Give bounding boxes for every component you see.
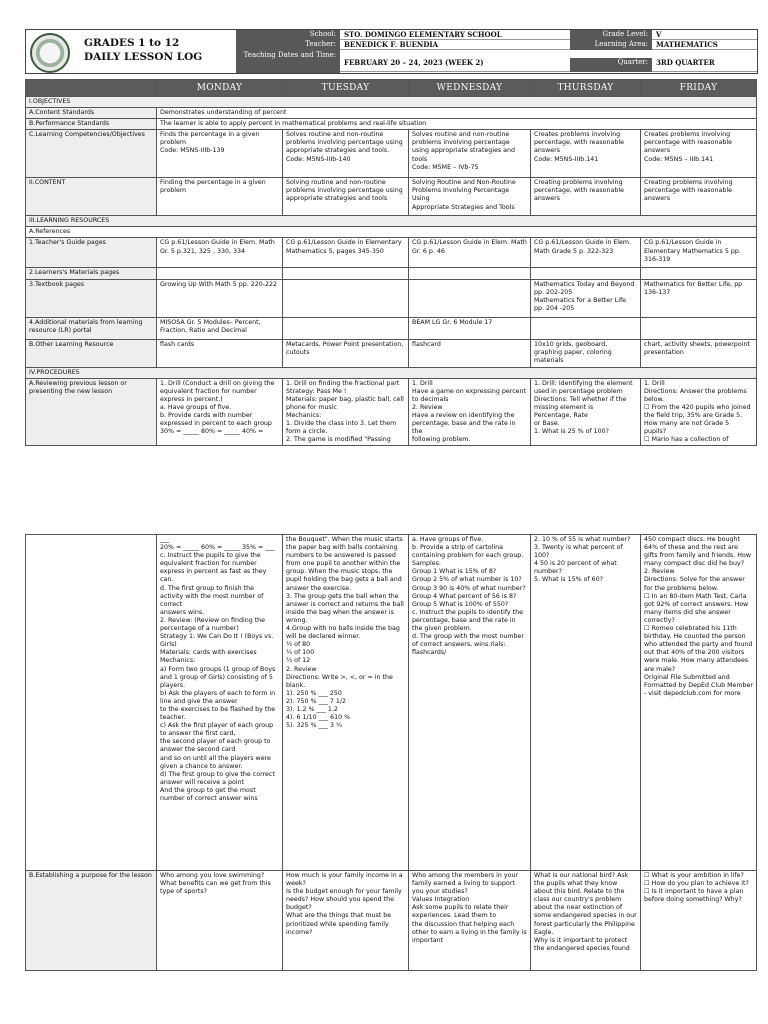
purpose-wednesday: Who among the members in your family earned a living to support you your studies? Values Integration Ask some pupils to relate their experiences. Lead them to the discussion that helping each other to earn a living in the family is important	[409, 871, 531, 971]
other-resources-friday: chart, activity sheets, powerpoint presentation	[641, 339, 757, 367]
other-resources-wednesday: flashcard	[409, 339, 531, 367]
purpose-monday: Who among you love swimming? What benefits can we get from this type of sports?	[157, 871, 283, 971]
purpose-thursday: What is our national bird? Ask the pupils what they know about this bird. Relate to the class our country's problem about the near extinction of some endangered species in our forest particularly the Philippine Eagle. Why is it important to protect the endangered species found	[531, 871, 641, 971]
competency-tuesday: Solves routine and non-routine problems involving percentage using appropriate strategies and tools. Code: M5NS-IIIb-140	[283, 130, 409, 178]
performance-standards-value: The learner is able to apply percent in mathematical problems and real-life situation	[157, 119, 757, 130]
teacher-label: Teacher:	[236, 40, 340, 50]
day-header-tuesday: TUESDAY	[283, 80, 409, 97]
textbook-thursday: Mathematics Today and Beyond pp. 202-205 Mathematics for a Better Life pp. 204 -205	[531, 279, 641, 317]
content-tuesday: Solving routine and non-routine problems involving percentage using appropriate strategies and tools	[283, 178, 409, 216]
teachers-guide-friday: CG p.61/Lesson Guide in Elementary Mathematics 5 pp. 316-319	[641, 238, 757, 268]
resources-heading: III.LEARNING RESOURCES	[26, 216, 757, 227]
review-monday-part1: 1. Drill (Conduct a drill on giving the equivalent fraction for number express in percent.) a. Have groups of five. b. Provide cards with number expressed in percent to each group 30% = _____ 80% = _____ 40% =	[157, 378, 283, 446]
dates-value: FEBRUARY 20 – 24, 2023 (WEEK 2)	[340, 58, 570, 72]
lesson-log-table-page-2	[25, 534, 757, 971]
area-label: Learning Area:	[570, 40, 652, 50]
references-heading: A.References	[26, 227, 757, 238]
quarter-value: 3RD QUARTER	[652, 58, 757, 72]
day-header-monday: MONDAY	[157, 80, 283, 97]
content-friday: Creating problems involving percentage with reasonable answers	[641, 178, 757, 216]
review-friday-part1: 1. Drill Directions: Answer the problems below. ☐ From the 420 pupils who joined the field trip, 35% are Grade 5. How many are not Grade 5 pupils? ☐ Mario has a collection of	[641, 378, 757, 446]
review-tuesday-part2: the Bouquet". When the music starts the paper bag with balls containing numbers to be answered is passed from one pupil to another within the group. When the music stops, the pupil holding the bag gets a ball and answer the exercise. 3. The group gets the ball when the answer is correct and returns the ball inside the bag when the answer is wrong. 4.Group with no balls inside the bag will be declared winner. ½ of 80 ¼ of 100 ⅔ of 12 2. Review Directions: Write >, <, or = in the blank. 1). 250 % ___ 250 2). 750 % ___ 7 1/2 3). 1.2 % ___ 1.2 4). 6 1/10 ___ 610 % 5). 325 % ___ 3 ¼	[283, 535, 409, 871]
lesson-log-table-page-1	[25, 79, 757, 446]
content-wednesday: Solving Routine and Non-Routine Problems Involving Percentage Using Appropriate Strategies and Tools	[409, 178, 531, 216]
learners-materials-friday	[641, 268, 757, 279]
review-thursday-part2: 2. 10 % of 55 is what number? 3. Twenty is what percent of 100? 4 50 is 20 percent of what number? 5. What is 15% of 60?	[531, 535, 641, 871]
textbook-friday: Mathematics for Better Life, pp 136-137	[641, 279, 757, 317]
lr-portal-friday	[641, 317, 757, 339]
competency-thursday: Creates problems involving percentage, with reasonable answers Code: M5NS-IIIb.141	[531, 130, 641, 178]
content-label: II.CONTENT	[26, 178, 157, 216]
title-line-1: GRADES 1 to 12	[84, 37, 180, 49]
content-thursday: Creating problems involving percentage, with reasonable answers	[531, 178, 641, 216]
other-resources-tuesday: Metacards, Power Point presentation, cutouts	[283, 339, 409, 367]
lr-portal-wednesday: BEAM LG Gr. 6 Module 17	[409, 317, 531, 339]
review-wednesday-part1: 1. Drill Have a game on expressing percent to decimals 2. Review Have a review on identifying the percentage, base and the rate in the following problem.	[409, 378, 531, 446]
day-header-blank	[26, 80, 157, 97]
learners-materials-monday	[157, 268, 283, 279]
competencies-label: C.Learning Competencies/Objectives	[26, 130, 157, 178]
learners-materials-thursday	[531, 268, 641, 279]
other-resources-monday: flash cards	[157, 339, 283, 367]
school-value: STO. DOMINGO ELEMENTARY SCHOOL	[340, 30, 570, 40]
teacher-value: BENEDICK F. BUENDIA	[340, 40, 570, 50]
content-standards-label: A.Content Standards	[26, 108, 157, 119]
area-value: MATHEMATICS	[652, 40, 757, 50]
teachers-guide-label: 1.Teacher's Guide pages	[26, 238, 157, 268]
competency-monday: Finds the percentage in a given problem Code: M5NS-IIIb-139	[157, 130, 283, 178]
grade-value: V	[652, 30, 757, 40]
teachers-guide-monday: CG p.61/Lesson Guide in Elem. Math Gr. 5 p.321, 325 , 330, 334	[157, 238, 283, 268]
textbook-label: 3.Textbook pages	[26, 279, 157, 317]
lr-portal-thursday	[531, 317, 641, 339]
other-resources-thursday: 10x10 grids, geoboard, graphing paper, coloring materials	[531, 339, 641, 367]
lr-portal-monday: MISOSA Gr. 5 Modules– Percent, Fraction, Ratio and Decimal	[157, 317, 283, 339]
quarter-label: Quarter:	[570, 58, 652, 72]
deped-seal-icon	[30, 33, 70, 73]
purpose-label: B.Establishing a purpose for the lesson	[26, 871, 157, 971]
title-line-2: DAILY LESSON LOG	[84, 51, 203, 63]
lesson-log-header	[25, 29, 758, 74]
day-header-friday: FRIDAY	[641, 80, 757, 97]
dates-label: Teaching Dates and Time:	[236, 50, 340, 73]
header-meta	[236, 30, 757, 73]
objectives-heading: I.OBJECTIVES	[26, 97, 757, 108]
review-label-continued	[26, 535, 157, 871]
textbook-tuesday	[283, 279, 409, 317]
lr-portal-tuesday	[283, 317, 409, 339]
content-standards-value: Demonstrates understanding of percent	[157, 108, 757, 119]
competency-wednesday: Solves routine and non-routine problems involving percentage using appropriate strategies and tools Code: M5ME – IVb-75	[409, 130, 531, 178]
teachers-guide-tuesday: CG p.61/Lesson Guide in Elementary Mathematics 5, pages 345-350	[283, 238, 409, 268]
review-friday-part2: 450 compact discs. He bought 64% of these and the rest are gifts from family and friends. How many compact disc did he buy? 2. Review Directions: Solve for the answer for the problems below. ☐ In an 80-item Math Test, Carla got 92% of correct answers. How many items did she answer correctly? ☐ Romeo celebrated his 11th birthday. He counted the person who attended the party and found out that 40% of the 200 visitors were male. How many attendees are male? Original File Submitted and Formatted by DepEd Club Member - visit depedclub.com for more	[641, 535, 757, 871]
purpose-friday: ☐ What is your ambition in life? ☐ How do you plan to achieve it? ☐ Is it important to have a plan before doing something? Why?	[641, 871, 757, 971]
grade-label: Grade Level:	[570, 30, 652, 40]
review-thursday-part1: 1. Drill: Identifying the element used in percentage problem Directions: Tell whether if the missing element is Percentage, Rate or Base. 1. What is 25 % of 100?	[531, 378, 641, 446]
day-header-wednesday: WEDNESDAY	[409, 80, 531, 97]
review-tuesday-part1: 1. Drill on finding the fractional part Strategy: Pass Me ! Materials: paper bag, plastic ball, cell phone for music Mechanics: 1. Divide the class into 3. Let them form a circle. 2. The game is modified "Passing	[283, 378, 409, 446]
teachers-guide-wednesday: CG p.61/Lesson Guide in Elem. Math Gr. 6 p. 46	[409, 238, 531, 268]
review-label: A.Reviewing previous lesson or presenting the new lesson	[26, 378, 157, 446]
lr-portal-label: 4.Additional materials from learning resource (LR) portal	[26, 317, 157, 339]
school-label: School:	[236, 30, 340, 40]
review-monday-part2: ___ 20% = _____ 60% = _____ 35% = ___ c. Instruct the pupils to give the equivalent fraction for number express in percent as fast as they can. d. The first group to finish the activity with the most number of correct answers wins. 2. Review: (Review on finding the percentage of a number) Strategy 1: We Can Do It ! (Boys vs. Girls) Materials: cards with exercises Mechanics: a) Form two groups (1 group of Boys and 1 group of Girls) consisting of 5 players. b) Ask the players of each to form in line and give the answer to the exercises to be flashed by the teacher. c) Ask the first player of each group to answer the first card, the second player of each group to answer the second card and so on until all the players were given a chance to answer. d) The first group to give the correct answer will receive a point And the group to get the most number of correct answer wins	[157, 535, 283, 871]
purpose-tuesday: How much is your family income in a week? Is the budget enough for your family needs? How should you spend the budget? What are the things that must be prioritized while spending family income?	[283, 871, 409, 971]
day-header-thursday: THURSDAY	[531, 80, 641, 97]
other-resources-label: B.Other Learning Resource	[26, 339, 157, 367]
header-titles	[84, 36, 202, 64]
textbook-monday: Growing Up With Math 5 pp. 220-222	[157, 279, 283, 317]
textbook-wednesday	[409, 279, 531, 317]
performance-standards-label: B.Performance Standards	[26, 119, 157, 130]
learners-materials-wednesday	[409, 268, 531, 279]
teachers-guide-thursday: CG p.61/Lesson Guide in Elem. Math Grade 5 p. 322-323	[531, 238, 641, 268]
procedures-heading: IV.PROCEDURES	[26, 367, 757, 378]
competency-friday: Creates problems involving percentage with reasonable answers Code: M5NS – IIIb.141	[641, 130, 757, 178]
review-wednesday-part2: a. Have groups of five. b. Provide a strip of cartolina containing problem for each group. Samples: Group 1 What is 15% of 8? Group 2 5% of what number is 10? Group 3 90 is 40% of what number? Group 4 What percent of 56 is 8? Group 5 What is 100% of 550? c. Instruct the pupils to identify the percentage, base and the rate in the given problem. d. The group with the most number of correct answers, wins.rials: flashcards/	[409, 535, 531, 871]
learners-materials-label: 2.Learners's Materials pages	[26, 268, 157, 279]
learners-materials-tuesday	[283, 268, 409, 279]
content-monday: Finding the percentage in a given problem	[157, 178, 283, 216]
